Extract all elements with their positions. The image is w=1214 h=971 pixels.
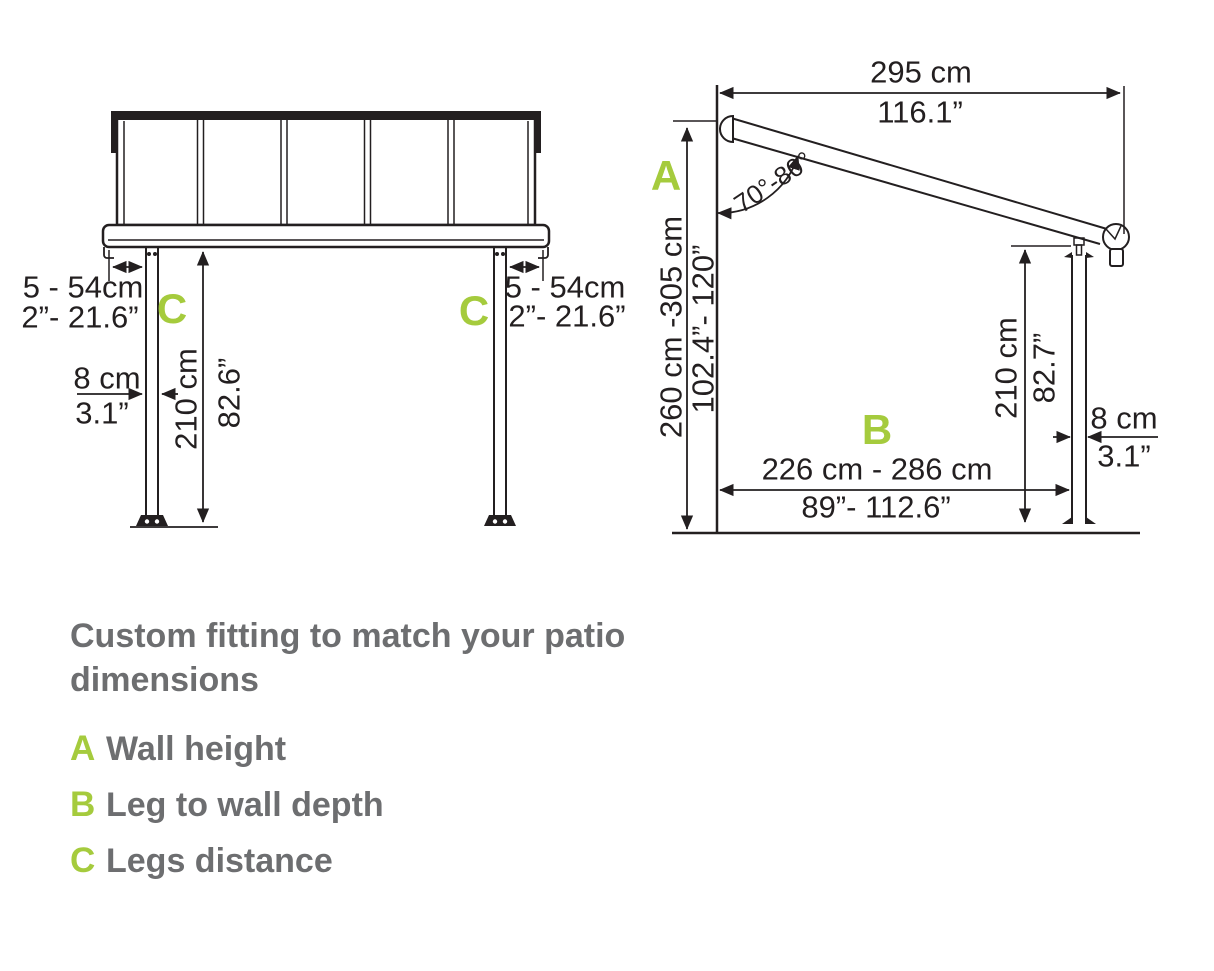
front-right-offset-in: 2”- 21.6” [508, 298, 626, 334]
side-post-height-cm: 210 cm [988, 317, 1024, 419]
front-gutter-beam [103, 225, 549, 247]
caption-heading: Custom fitting to match your patio dimensions [70, 617, 626, 699]
caption-block [70, 614, 750, 896]
side-leg [1062, 238, 1096, 524]
side-post-width-in: 3.1” [1097, 438, 1151, 474]
front-post-height-cm: 210 cm [168, 348, 204, 450]
front-post-width-cm: 8 cm [73, 360, 141, 396]
side-wall-bracket [720, 116, 733, 142]
legend-key-b: B [70, 785, 96, 824]
legend-row-a [70, 728, 750, 770]
legend-label-a: Wall height [106, 730, 287, 768]
front-post-width-in: 3.1” [75, 395, 129, 431]
legend-label-c: Legs distance [106, 842, 333, 880]
front-roof-panel [117, 113, 535, 225]
side-post-width-cm: 8 cm [1090, 400, 1158, 436]
legend-key-a: A [70, 729, 96, 768]
front-label-c-left: C [156, 285, 188, 332]
side-depth-cm: 295 cm [870, 54, 972, 90]
legend-label-b: Leg to wall depth [106, 786, 384, 824]
side-wall-height-cm: 260 cm -305 cm [653, 215, 689, 439]
front-panel-dividers [198, 120, 455, 225]
legend-row-c [70, 840, 750, 882]
side-label-b: B [861, 406, 893, 453]
side-post-height-in: 82.7” [1026, 332, 1062, 404]
front-left-offset-cm: 5 - 54cm [22, 269, 144, 305]
side-leg-to-wall-in: 89”- 112.6” [801, 489, 951, 525]
side-leg-to-wall-cm: 226 cm - 286 cm [761, 451, 993, 487]
front-left-offset-in: 2”- 21.6” [21, 299, 139, 335]
side-label-a: A [650, 152, 682, 199]
side-wall-height-in: 102.4”- 120” [685, 244, 721, 414]
side-angle-range: 70°-80° [728, 145, 818, 219]
front-post-height-in: 82.6” [211, 357, 247, 429]
front-top-profile [111, 111, 541, 120]
legend-key-c: C [70, 841, 96, 880]
side-depth-in: 116.1” [877, 94, 963, 130]
front-right-offset-cm: 5 - 54cm [504, 269, 626, 305]
legend-row-b [70, 784, 750, 826]
front-label-c-right: C [458, 287, 490, 334]
